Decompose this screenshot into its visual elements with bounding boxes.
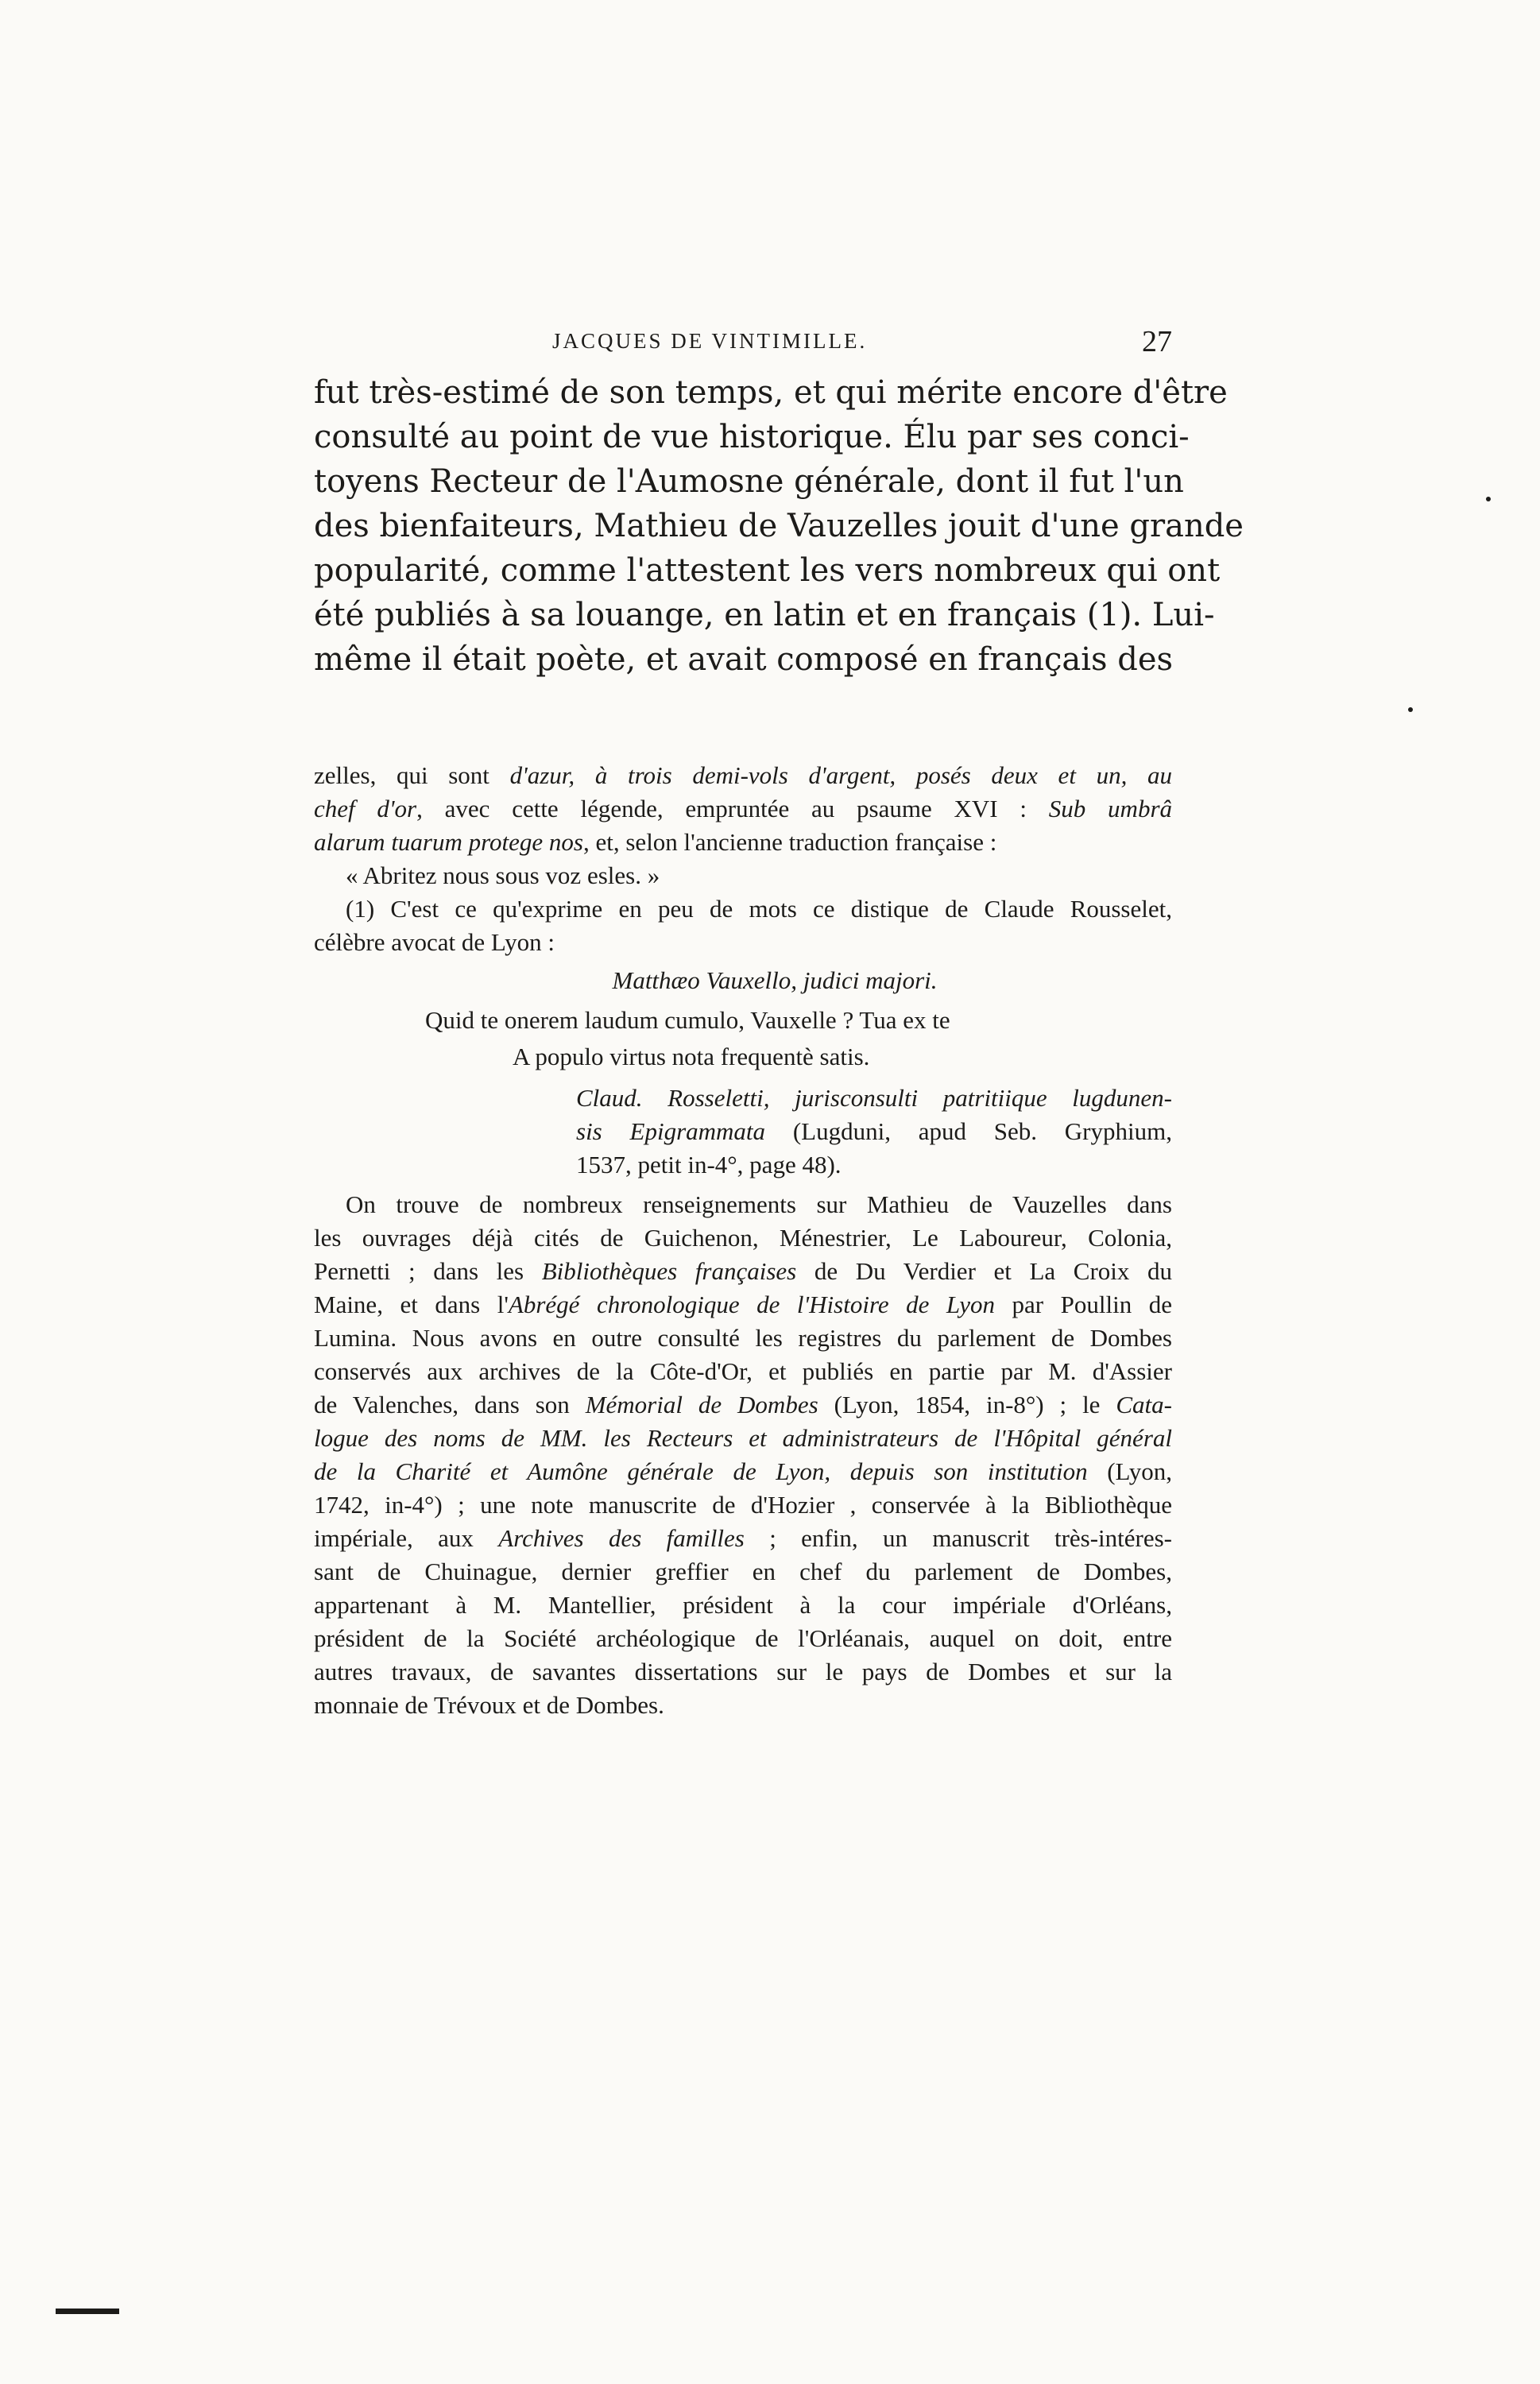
- body-line: toyens Recteur de l'Aumosne générale, dont il fut l'un: [314, 463, 1184, 500]
- body-line: fut très-estimé de son temps, et qui mérite encore d'être: [314, 374, 1228, 411]
- citation-line: 1537, petit in-4°, page 48).: [576, 1151, 842, 1178]
- footnote-2-line: [314, 1255, 1172, 1288]
- note-italic-text: Sub umbrâ: [1048, 795, 1173, 822]
- footnote-2-line: Lumina. Nous avons en outre consulté les registres du parlement de Dombes: [314, 1324, 1172, 1352]
- note-text: Pernetti ; dans les: [314, 1257, 542, 1285]
- note-text: de Valenches, dans son: [314, 1391, 586, 1418]
- note-italic-text: Mémorial de Dombes: [585, 1391, 818, 1418]
- footnote-2-line: autres travaux, de savantes dissertations sur le pays de Dombes et sur la: [314, 1658, 1172, 1685]
- citation-line: Claud. Rosseletti, jurisconsulti patritiique lugdunen-: [576, 1084, 1172, 1112]
- running-title: JACQUES DE VINTIMILLE.: [552, 329, 868, 353]
- page-number: 27: [1142, 325, 1172, 358]
- note-text: ; enfin, un manuscrit très-intéres-: [744, 1524, 1172, 1552]
- footnote-1-line: (1) C'est ce qu'exprime en peu de mots ce distique de Claude Rousselet,: [346, 895, 1172, 923]
- footnote-2-line: sant de Chuinague, dernier greffier en chef du parlement de Dombes,: [314, 1558, 1172, 1585]
- note-text: , avec cette légende, empruntée au psaume XVI :: [416, 795, 1049, 822]
- note-text: (Lyon,: [1087, 1457, 1172, 1485]
- note-text: , et, selon l'ancienne traduction française :: [583, 828, 997, 856]
- footnote-2-line: président de la Société archéologique de l'Orléanais, auquel on doit, entre: [314, 1624, 1172, 1652]
- footnote-2-line: 1742, in-4°) ; une note manuscrite de d'Hozier , conservée à la Bibliothèque: [314, 1491, 1172, 1519]
- footnote-2-line: logue des noms de MM. les Recteurs et administrateurs de l'Hôpital général: [314, 1424, 1172, 1452]
- poem-title: Matthæo Vauxello, judici majori.: [612, 966, 938, 994]
- body-line: même il était poète, et avait composé en français des: [314, 641, 1174, 678]
- poem-verse: A populo virtus nota frequentè satis.: [513, 1043, 870, 1070]
- footnote-quote: « Abritez nous sous voz esles. »: [346, 861, 660, 889]
- citation-line: [314, 1115, 1172, 1148]
- note-italic-text: d'azur, à trois demi-vols d'argent, posés deux et un, au: [509, 761, 1172, 789]
- footnote-2-line: appartenant à M. Mantellier, président à la cour impériale d'Orléans,: [314, 1591, 1172, 1619]
- note-text: de Du Verdier et La Croix du: [796, 1257, 1173, 1285]
- note-italic-text: Abrégé chronologique de l'Histoire de Lyon: [508, 1291, 996, 1318]
- citation-italic: sis Epigrammata: [576, 1117, 766, 1145]
- poem-verse: Quid te onerem laudum cumulo, Vauxelle ? Tua ex te: [425, 1006, 950, 1034]
- body-line: popularité, comme l'attestent les vers nombreux qui ont: [314, 552, 1221, 589]
- note-text: (Lyon, 1854, in-8°) ; le: [818, 1391, 1116, 1418]
- citation-text: (Lugduni, apud Seb. Gryphium,: [765, 1117, 1172, 1145]
- footnote-1-line: célèbre avocat de Lyon :: [314, 928, 555, 956]
- note-italic-text: alarum tuarum protege nos: [314, 828, 583, 856]
- footnote-continuation-line: [314, 759, 1172, 792]
- footnote-2-line: [314, 1522, 1172, 1555]
- note-text: impériale, aux: [314, 1524, 499, 1552]
- note-italic-text: Archives des familles: [498, 1524, 745, 1552]
- note-italic-text: chef d'or: [314, 795, 417, 822]
- body-line: été publiés à sa louange, en latin et en français (1). Lui-: [314, 597, 1215, 633]
- note-text: zelles, qui sont: [314, 761, 510, 789]
- note-italic-text: Cata-: [1116, 1391, 1172, 1418]
- body-line: des bienfaiteurs, Mathieu de Vauzelles jouit d'une grande: [314, 508, 1244, 544]
- main-text: [314, 370, 1244, 682]
- note-text: Maine, et dans l': [314, 1291, 509, 1318]
- scan-speck: [1408, 707, 1413, 712]
- footnotes: [314, 759, 1172, 1722]
- footnote-2-line: [314, 1288, 1172, 1322]
- footnote-2-line: monnaie de Trévoux et de Dombes.: [314, 1691, 664, 1719]
- footnote-2-line: [314, 1455, 1172, 1488]
- scan-margin-mark: [56, 2309, 119, 2314]
- footnote-continuation-line: [314, 792, 1172, 826]
- footnote-2-line: les ouvrages déjà cités de Guichenon, Ménestrier, Le Laboureur, Colonia,: [314, 1224, 1172, 1252]
- note-italic-text: de la Charité et Aumône générale de Lyon, depuis son institution: [314, 1457, 1088, 1485]
- footnote-2-line: On trouve de nombreux renseignements sur Mathieu de Vauzelles dans: [346, 1190, 1172, 1218]
- page-header: [314, 324, 1172, 364]
- footnote-2-line: conservés aux archives de la Côte-d'Or, et publiés en partie par M. d'Assier: [314, 1357, 1172, 1385]
- note-italic-text: Bibliothèques françaises: [541, 1257, 797, 1285]
- body-line: consulté au point de vue historique. Élu par ses conci-: [314, 419, 1190, 455]
- footnote-2-line: [314, 1388, 1172, 1422]
- note-text: par Poullin de: [995, 1291, 1173, 1318]
- scan-speck: [1486, 497, 1491, 501]
- footnote-continuation-line: [314, 826, 1172, 859]
